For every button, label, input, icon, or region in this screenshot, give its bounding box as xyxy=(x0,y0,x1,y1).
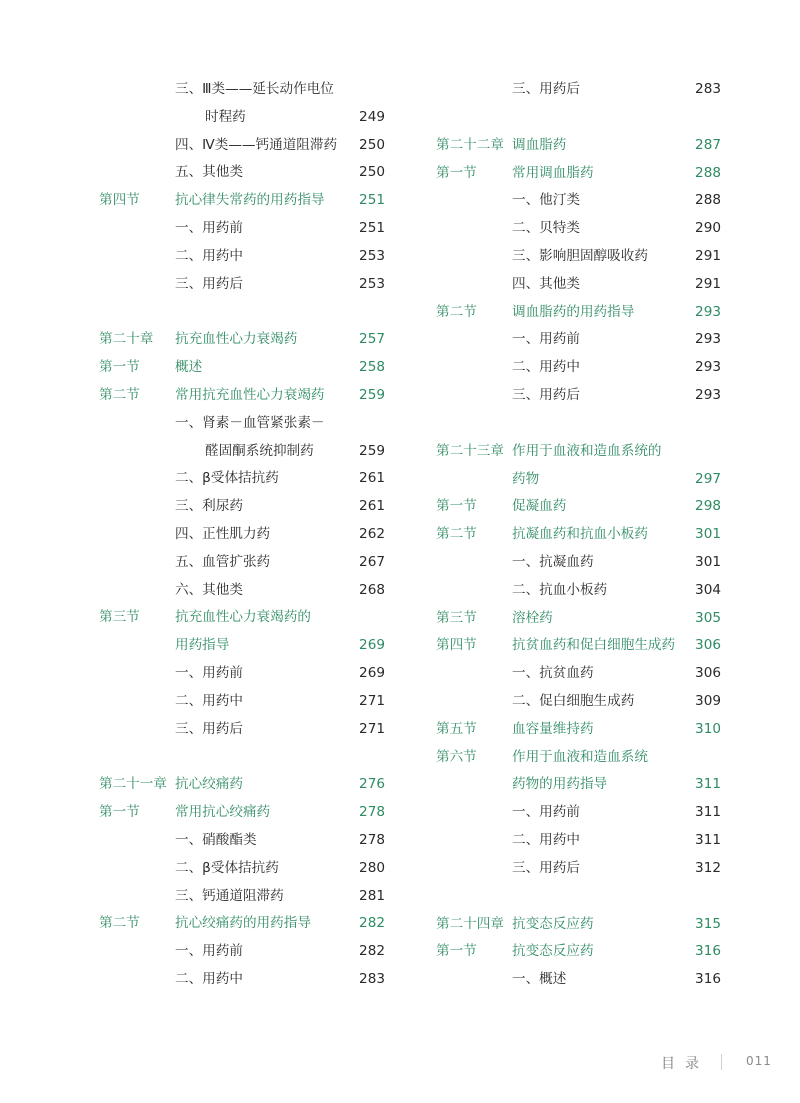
toc-entry-label: 第三节 xyxy=(99,609,140,626)
toc-entry-title: 四、正性肌力药 xyxy=(175,525,271,542)
toc-entry-page: 282 xyxy=(359,915,385,932)
toc-entry[interactable] xyxy=(99,521,385,549)
toc-entry-title: 二、用药中 xyxy=(175,970,243,987)
toc-entry-page: 293 xyxy=(695,386,721,403)
toc-entry[interactable] xyxy=(436,382,721,410)
toc-entry-title: 一、用药前 xyxy=(175,219,243,236)
toc-entry[interactable] xyxy=(99,632,385,660)
toc-right-column xyxy=(436,76,721,994)
toc-entry-page: 310 xyxy=(695,720,721,737)
toc-entry-title: 三、Ⅲ类——延长动作电位 xyxy=(175,81,334,97)
toc-entry-title: 常用抗充血性心力衰竭药 xyxy=(175,386,325,403)
toc-entry[interactable] xyxy=(436,493,721,521)
footer-section-title: 目录 xyxy=(661,1056,709,1072)
toc-entry[interactable] xyxy=(436,271,721,299)
toc-entry-title: 一、硝酸酯类 xyxy=(175,831,257,848)
toc-entry[interactable] xyxy=(99,382,385,410)
toc-entry[interactable] xyxy=(99,660,385,688)
toc-entry-title: 药物的用药指导 xyxy=(512,776,608,793)
toc-entry-label: 第二十章 xyxy=(99,331,154,348)
toc-entry[interactable] xyxy=(436,660,721,688)
toc-entry-title: 二、用药中 xyxy=(175,247,243,264)
toc-entry[interactable] xyxy=(436,938,721,966)
toc-entry-title: 四、Ⅳ类——钙通道阻滞药 xyxy=(175,136,338,153)
toc-entry-page: 304 xyxy=(695,581,721,598)
toc-spacer xyxy=(436,410,721,438)
toc-entry[interactable] xyxy=(99,910,385,938)
toc-entry-title: 醛固酮系统抑制药 xyxy=(205,442,314,459)
toc-entry-page: 306 xyxy=(695,665,721,682)
toc-entry-title: 三、用药后 xyxy=(512,81,580,97)
toc-entry-title: 三、用药后 xyxy=(512,386,580,403)
toc-entry-title: 溶栓药 xyxy=(512,609,553,626)
toc-entry[interactable] xyxy=(436,466,721,494)
toc-entry-page: 297 xyxy=(695,470,721,487)
toc-entry[interactable] xyxy=(436,521,721,549)
toc-entry-page: 250 xyxy=(359,164,385,181)
toc-entry-label: 第一节 xyxy=(99,359,140,376)
toc-entry-label: 第四节 xyxy=(99,192,140,209)
toc-entry[interactable] xyxy=(99,799,385,827)
footer-divider xyxy=(721,1054,722,1070)
toc-entry-title: 作用于血液和造血系统 xyxy=(512,748,648,765)
toc-entry-title: 常用调血脂药 xyxy=(512,164,594,181)
toc-entry[interactable] xyxy=(99,938,385,966)
toc-entry-label: 第二十四章 xyxy=(436,915,504,932)
toc-entry-label: 第二节 xyxy=(436,303,477,320)
toc-entry-title: 六、其他类 xyxy=(175,581,243,598)
toc-entry-page: 281 xyxy=(359,887,385,904)
toc-entry[interactable] xyxy=(436,605,721,633)
toc-entry[interactable] xyxy=(436,215,721,243)
toc-entry-label: 第一节 xyxy=(436,498,477,515)
toc-entry-title: 血容量维持药 xyxy=(512,720,594,737)
toc-entry[interactable] xyxy=(436,187,721,215)
toc-entry-title: 四、其他类 xyxy=(512,275,580,292)
toc-entry-title: 抗变态反应药 xyxy=(512,915,594,932)
toc-entry-page: 268 xyxy=(359,581,385,598)
toc-entry[interactable] xyxy=(99,159,385,187)
toc-entry-title: 一、他汀类 xyxy=(512,192,580,209)
toc-entry[interactable] xyxy=(99,577,385,605)
toc-entry-page: 251 xyxy=(359,192,385,209)
toc-entry[interactable] xyxy=(99,855,385,883)
toc-entry-title: 一、概述 xyxy=(512,971,567,988)
toc-entry-label: 第二十二章 xyxy=(436,136,504,153)
toc-entry-page: 291 xyxy=(695,275,721,292)
toc-entry-title: 三、钙通道阻滞药 xyxy=(175,887,284,904)
toc-entry[interactable] xyxy=(436,716,721,744)
toc-entry[interactable] xyxy=(436,744,721,772)
toc-entry-title: 三、用药后 xyxy=(512,859,580,876)
toc-entry[interactable] xyxy=(99,465,385,493)
toc-entry-title: 二、贝特类 xyxy=(512,220,580,237)
toc-entry-page: 287 xyxy=(695,136,721,153)
toc-entry-page: 309 xyxy=(695,692,721,709)
toc-entry-label: 第二十三章 xyxy=(436,442,504,459)
toc-entry-page: 278 xyxy=(359,831,385,848)
toc-entry-label: 第一节 xyxy=(99,804,140,821)
toc-entry[interactable] xyxy=(99,326,385,354)
toc-entry-label: 第五节 xyxy=(436,720,477,737)
toc-entry-page: 283 xyxy=(359,970,385,987)
toc-entry[interactable] xyxy=(99,76,385,104)
toc-entry-title: 抗心绞痛药 xyxy=(175,776,243,793)
toc-entry-label: 第一节 xyxy=(436,943,477,960)
toc-entry-title: 三、利尿药 xyxy=(175,498,243,515)
toc-entry[interactable] xyxy=(436,76,721,104)
toc-entry[interactable] xyxy=(436,855,721,883)
toc-entry-page: 253 xyxy=(359,275,385,292)
toc-spacer xyxy=(99,743,385,771)
toc-entry[interactable] xyxy=(99,104,385,132)
toc-entry-page: 276 xyxy=(359,776,385,793)
toc-entry-page: 278 xyxy=(359,804,385,821)
toc-entry-title: 抗充血性心力衰竭药 xyxy=(175,331,298,348)
toc-entry-page: 257 xyxy=(359,331,385,348)
toc-entry-title: 一、用药前 xyxy=(512,331,580,348)
toc-entry-title: 抗心绞痛药的用药指导 xyxy=(175,915,311,932)
toc-entry-title: 促凝血药 xyxy=(512,498,567,515)
toc-entry[interactable] xyxy=(436,354,721,382)
toc-entry[interactable] xyxy=(99,827,385,855)
toc-spacer xyxy=(436,104,721,132)
toc-entry-page: 269 xyxy=(359,664,385,681)
toc-entry-page: 249 xyxy=(359,108,385,125)
toc-entry-page: 259 xyxy=(359,442,385,459)
toc-entry-title: 二、β受体拮抗药 xyxy=(175,470,279,487)
toc-entry-title: 概述 xyxy=(175,359,203,376)
toc-entry-title: 抗贫血药和促白细胞生成药 xyxy=(512,637,676,654)
toc-entry-page: 271 xyxy=(359,720,385,737)
toc-entry[interactable] xyxy=(99,271,385,299)
toc-entry[interactable] xyxy=(99,438,385,466)
toc-entry-title: 三、用药后 xyxy=(175,275,243,292)
toc-entry-title: 一、用药前 xyxy=(512,804,580,821)
toc-entry-page: 250 xyxy=(359,136,385,153)
toc-entry-title: 二、用药中 xyxy=(512,359,580,376)
toc-entry-title: 二、β受体拮抗药 xyxy=(175,859,279,876)
toc-entry-page: 301 xyxy=(695,553,721,570)
toc-entry-page: 280 xyxy=(359,859,385,876)
toc-entry[interactable] xyxy=(99,604,385,632)
toc-entry-page: 290 xyxy=(695,220,721,237)
toc-entry-title: 二、用药中 xyxy=(175,692,243,709)
toc-entry[interactable] xyxy=(436,688,721,716)
toc-entry-page: 305 xyxy=(695,609,721,626)
toc-entry-page: 316 xyxy=(695,971,721,988)
toc-entry-page: 312 xyxy=(695,859,721,876)
toc-entry-title: 常用抗心绞痛药 xyxy=(175,804,271,821)
toc-entry-title: 一、抗凝血药 xyxy=(512,553,594,570)
toc-entry-title: 调血脂药 xyxy=(512,136,567,153)
toc-entry-page: 261 xyxy=(359,470,385,487)
toc-entry[interactable] xyxy=(436,911,721,939)
toc-entry[interactable] xyxy=(99,716,385,744)
toc-entry-title: 一、用药前 xyxy=(175,664,243,681)
toc-entry-title: 一、肾素－血管紧张素－ xyxy=(175,414,325,431)
toc-entry-page: 253 xyxy=(359,247,385,264)
toc-entry[interactable] xyxy=(436,549,721,577)
toc-entry-page: 269 xyxy=(359,637,385,654)
toc-entry[interactable] xyxy=(99,549,385,577)
toc-entry[interactable] xyxy=(99,771,385,799)
toc-entry-label: 第一节 xyxy=(436,164,477,181)
toc-entry[interactable] xyxy=(99,493,385,521)
toc-entry-title: 调血脂药的用药指导 xyxy=(512,303,635,320)
toc-entry-page: 291 xyxy=(695,247,721,264)
toc-entry[interactable] xyxy=(436,966,721,994)
toc-entry-title: 二、抗血小板药 xyxy=(512,581,608,598)
toc-entry-page: 282 xyxy=(359,943,385,960)
toc-entry-page: 311 xyxy=(695,804,721,821)
toc-entry-page: 306 xyxy=(695,637,721,654)
toc-entry-label: 第四节 xyxy=(436,637,477,654)
toc-entry[interactable] xyxy=(436,160,721,188)
toc-entry-title: 一、抗贫血药 xyxy=(512,665,594,682)
toc-entry[interactable] xyxy=(436,827,721,855)
toc-entry-label: 第六节 xyxy=(436,748,477,765)
toc-entry[interactable] xyxy=(99,883,385,911)
toc-entry-page: 293 xyxy=(695,331,721,348)
toc-entry-page: 301 xyxy=(695,526,721,543)
toc-left-column xyxy=(99,76,385,994)
toc-entry-title: 作用于血液和造血系统的 xyxy=(512,442,662,459)
toc-entry-title: 五、血管扩张药 xyxy=(175,553,271,570)
toc-entry-title: 抗凝血药和抗血小板药 xyxy=(512,526,648,543)
toc-entry-page: 251 xyxy=(359,219,385,236)
toc-entry-page: 267 xyxy=(359,553,385,570)
footer-page-number: 011 xyxy=(746,1054,772,1068)
toc-entry-page: 288 xyxy=(695,192,721,209)
toc-entry[interactable] xyxy=(436,632,721,660)
toc-spacer xyxy=(436,883,721,911)
toc-entry-page: 261 xyxy=(359,498,385,515)
toc-entry[interactable] xyxy=(99,688,385,716)
toc-entry-label: 第二十一章 xyxy=(99,776,167,793)
toc-entry-label: 第二节 xyxy=(99,386,140,403)
toc-entry-title: 二、促白细胞生成药 xyxy=(512,692,635,709)
toc-entry[interactable] xyxy=(436,132,721,160)
toc-entry-label: 第三节 xyxy=(436,609,477,626)
toc-entry-title: 抗变态反应药 xyxy=(512,943,594,960)
toc-entry-page: 259 xyxy=(359,386,385,403)
toc-spacer xyxy=(99,298,385,326)
toc-entry-page: 293 xyxy=(695,303,721,320)
toc-entry[interactable] xyxy=(436,577,721,605)
toc-entry[interactable] xyxy=(99,966,385,994)
toc-entry-title: 一、用药前 xyxy=(175,943,243,960)
toc-entry-page: 316 xyxy=(695,943,721,960)
toc-entry[interactable] xyxy=(436,299,721,327)
toc-entry[interactable] xyxy=(436,326,721,354)
toc-entry-title: 用药指导 xyxy=(175,637,230,654)
toc-entry-page: 311 xyxy=(695,831,721,848)
toc-entry[interactable] xyxy=(436,243,721,271)
toc-entry-title: 三、用药后 xyxy=(175,720,243,737)
toc-entry[interactable] xyxy=(99,132,385,160)
toc-entry-title: 抗心律失常药的用药指导 xyxy=(175,192,325,209)
toc-entry[interactable] xyxy=(436,771,721,799)
toc-entry-page: 311 xyxy=(695,776,721,793)
toc-entry-page: 283 xyxy=(695,81,721,97)
toc-entry-page: 262 xyxy=(359,525,385,542)
toc-entry[interactable] xyxy=(436,799,721,827)
toc-entry[interactable] xyxy=(99,243,385,271)
toc-entry-title: 三、影响胆固醇吸收药 xyxy=(512,247,648,264)
toc-entry-page: 258 xyxy=(359,359,385,376)
toc-entry-title: 五、其他类 xyxy=(175,164,243,181)
toc-entry[interactable] xyxy=(99,354,385,382)
toc-entry-title: 抗充血性心力衰竭药的 xyxy=(175,609,311,626)
toc-entry-page: 315 xyxy=(695,915,721,932)
toc-entry-title: 时程药 xyxy=(205,108,246,125)
toc-entry-label: 第二节 xyxy=(99,915,140,932)
toc-entry-title: 药物 xyxy=(512,470,540,487)
toc-entry-page: 293 xyxy=(695,359,721,376)
toc-entry-page: 298 xyxy=(695,498,721,515)
toc-entry[interactable] xyxy=(436,438,721,466)
toc-entry-title: 二、用药中 xyxy=(512,831,580,848)
toc-entry[interactable] xyxy=(99,187,385,215)
toc-entry[interactable] xyxy=(99,410,385,438)
toc-entry-page: 271 xyxy=(359,692,385,709)
toc-entry-label: 第二节 xyxy=(436,526,477,543)
toc-entry-page: 288 xyxy=(695,164,721,181)
toc-entry[interactable] xyxy=(99,215,385,243)
